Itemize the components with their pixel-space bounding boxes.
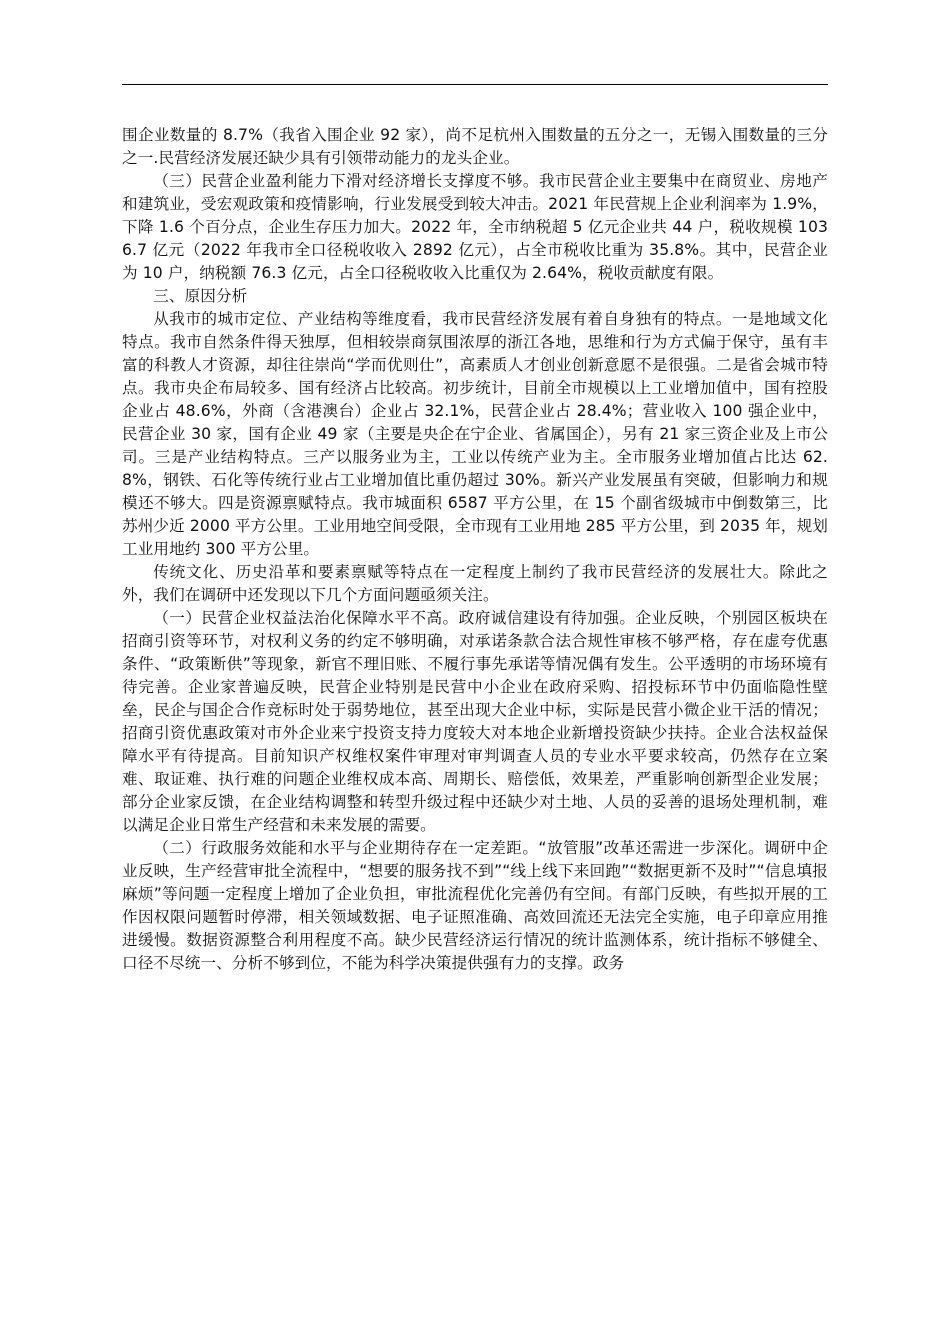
- paragraph-7: （二）行政服务效能和水平与企业期待存在一定差距。“放管服”改革还需进一步深化。调研中企业反映，生产经营审批全流程中，“想要的服务找不到”“线上线下来回跑”“数据更新不及时”“信息填报麻烦”等问题一定程度上增加了企业负担，审批流程优化完善仍有空间。有部门反映，有些拟开展的工作因权限问题暂时停滞，相关领域数据、电子证照准确、高效回流还无法完全实施，电子印章应用推进缓慢。数据资源整合利用程度不高。缺少民营经济运行情况的统计监测体系，统计指标不够健全、口径不尽统一、分析不够到位，不能为科学决策提供强有力的支撑。政务: [122, 839, 828, 972]
- paragraph-6: （一）民营企业权益法治化保障水平不高。政府诚信建设有待加强。企业反映，个别园区板块在招商引资等环节，对权利义务的约定不够明确，对承诺条款合法合规性审核不够严格，存在虚夸优惠条件、“政策断供”等现象，新官不理旧账、不履行事先承诺等情况偶有发生。公平透明的市场环境有待完善。企业家普遍反映，民营企业特别是民营中小企业在政府采购、招投标环节中仍面临隐性壁垒，民企与国企合作竞标时处于弱势地位，甚至出现大企业中标，实际是民营小微企业干活的情况；招商引资优惠政策对市外企业来宁投资支持力度较大对本地企业新增投资缺少扶持。企业合法权益保障水平有待提高。目前知识产权维权案件审理对审判调查人员的专业水平要求较高，仍然存在立案难、取证难、执行难的问题企业维权成本高、周期长、赔偿低，效果差，严重影响创新型企业发展；部分企业家反馈，在企业结构调整和转型升级过程中还缺少对土地、人员的妥善的退场处理机制，难以满足企业日常生产经营和未来发展的需要。: [122, 609, 828, 834]
- section-heading-cause-analysis: 三、原因分析: [153, 287, 248, 305]
- header-rule: [122, 84, 828, 85]
- paragraph-5: 传统文化、历史沿革和要素禀赋等特点在一定程度上制约了我市民营经济的发展壮大。除此之外，我们在调研中还发现以下几个方面问题亟须关注。: [122, 563, 828, 604]
- paragraph-1: 围企业数量的 8.7%（我省入围企业 92 家），尚不足杭州入围数量的五分之一，无锡入围数量的三分之一.民营经济发展还缺少具有引领带动能力的龙头企业。: [122, 126, 828, 167]
- document-body: [122, 124, 828, 975]
- paragraph-4: 从我市的城市定位、产业结构等维度看，我市民营经济发展有着自身独有的特点。一是地域文化特点。我市自然条件得天独厚，但相较崇商氛围浓厚的浙江各地，思维和行为方式偏于保守，虽有丰富的科教人才资源，却往往崇尚“学而优则仕”，高素质人才创业创新意愿不是很强。二是省会城市特点。我市央企布局较多、国有经济占比较高。初步统计，目前全市规模以上工业增加值中，国有控股企业占 48.6%，外商（含港澳台）企业占 32.1%，民营企业占 28.4%；营业收入 100 强企业中，民营企业 30 家，国有企业 49 家（主要是央企在宁企业、省属国企），另有 21 家三资企业及上市公司。三是产业结构特点。三产以服务业为主，工业以传统产业为主。全市服务业增加值占比达 62.8%，钢铁、石化等传统行业占工业增加值比重仍超过 30%。新兴产业发展虽有突破，但影响力和规模还不够大。四是资源禀赋特点。我市城面积 6587 平方公里，在 15 个副省级城市中倒数第三，比苏州少近 2000 平方公里。工业用地空间受限，全市现有工业用地 285 平方公里，到 2035 年，规划工业用地约 300 平方公里。: [122, 310, 828, 558]
- paragraph-2: （三）民营企业盈利能力下滑对经济增长支撑度不够。我市民营企业主要集中在商贸业、房地产和建筑业，受宏观政策和疫情影响，行业发展受到较大冲击。2021 年民营规上企业利润率为 1.9%，下降 1.6 个百分点，企业生存压力加大。2022 年，全市纳税超 5 亿元企业共 44 户，税收规模 1036.7 亿元（2022 年我市全口径税收收入 2892 亿元），占全市税收比重为 35.8%。其中，民营企业为 10 户，纳税额 76.3 亿元，占全口径税收收入比重仅为 2.64%，税收贡献度有限。: [122, 172, 828, 282]
